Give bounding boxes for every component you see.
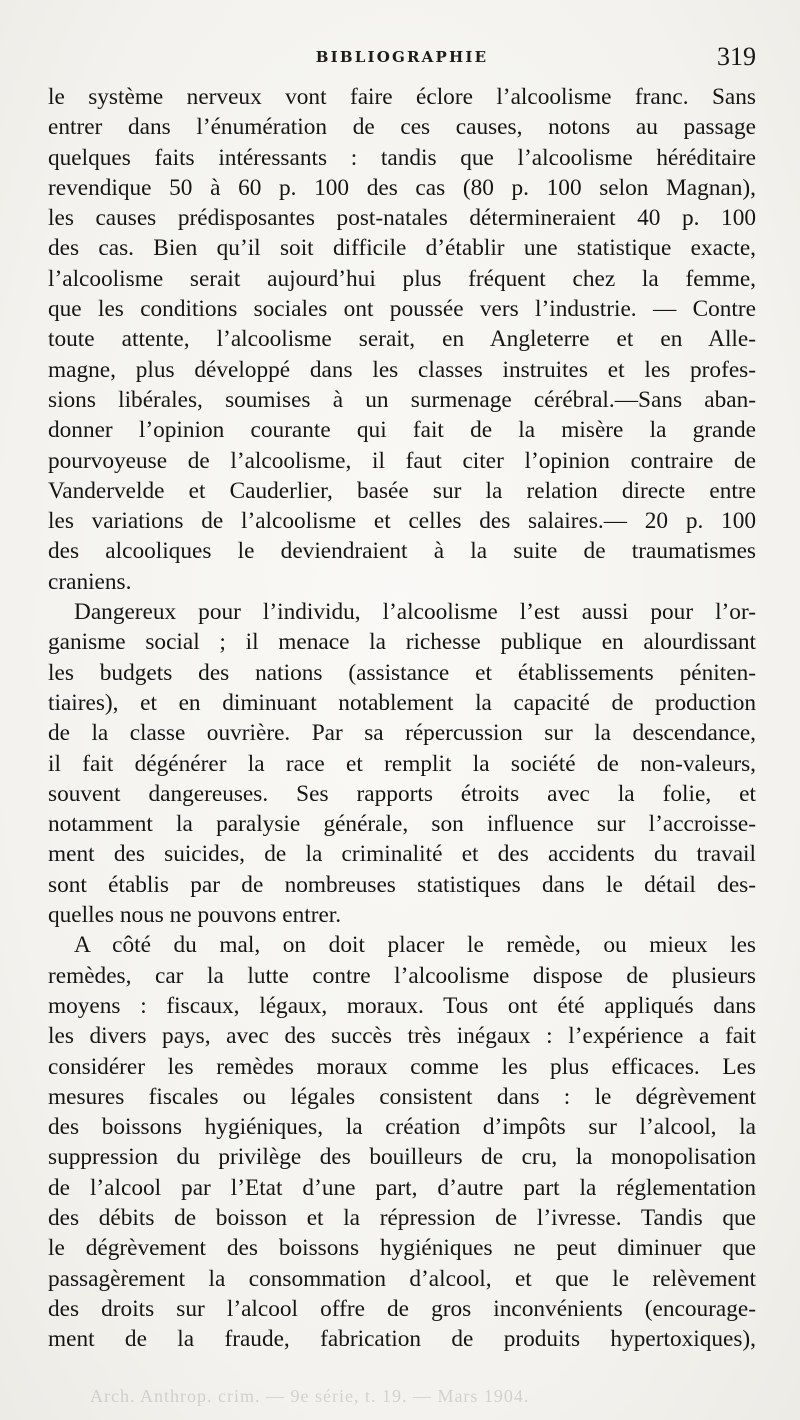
text-line: les budgets des nations (assistance et établissements péniten- [48,659,756,686]
text-line: remèdes, car la lutte contre l’alcoolisme dispose de plusieurs [48,962,756,989]
text-line: Vandervelde et Cauderlier, basée sur la relation directe entre [48,477,756,504]
text-line: le dégrèvement des boissons hygiéniques ne peut diminuer que [48,1235,756,1262]
body-text [48,82,756,1354]
text-line: moyens : fiscaux, légaux, moraux. Tous ont été appliqués dans [48,992,756,1019]
text-line: passagèrement la consommation d’alcool, et que le relèvement [48,1265,756,1292]
text-line: toute attente, l’alcoolisme serait, en Angleterre et en Alle- [48,326,756,353]
text-line: il fait dégénérer la race et remplit la société de non-valeurs, [48,750,756,777]
text-line: ment de la fraude, fabrication de produits hypertoxiques), [48,1326,756,1353]
text-line: ment des suicides, de la criminalité et des accidents du travail [48,841,756,868]
text-line: des droits sur l’alcool offre de gros inconvénients (encourage- [48,1295,756,1322]
text-line: des débits de boisson et la répression de l’ivresse. Tandis que [48,1204,756,1231]
text-line: sions libérales, soumises à un surmenage cérébral.—Sans aban- [48,386,756,413]
page-number: 319 [717,42,756,71]
text-line: ganisme social ; il menace la richesse publique en alourdissant [48,629,756,656]
text-line: le système nerveux vont faire éclore l’alcoolisme franc. Sans [48,84,756,110]
text-line: de la classe ouvrière. Par sa répercussion sur la descendance, [48,720,756,747]
text-line: sont établis par de nombreuses statistiques dans le détail des- [48,871,756,898]
text-line: craniens. [48,568,132,595]
text-line: l’alcoolisme serait aujourd’hui plus fréquent chez la femme, [48,265,756,292]
text-line: considérer les remèdes moraux comme les plus efficaces. Les [48,1053,756,1080]
text-line: des alcooliques le deviendraient à la suite de traumatismes [48,538,756,565]
text-line: quelques faits intéressants : tandis que l’alcoolisme héréditaire [48,144,756,171]
text-line: donner l’opinion courante qui fait de la misère la grande [48,417,756,444]
text-line: mesures fiscales ou légales consistent dans : le dégrèvement [48,1083,756,1110]
text-line: notamment la paralysie générale, son influence sur l’accroisse- [48,811,756,838]
text-line: entrer dans l’énumération de ces causes, notons au passage [48,114,756,141]
page-header [48,44,756,74]
text-line: pourvoyeuse de l’alcoolisme, il faut citer l’opinion contraire de [48,447,756,474]
text-line: que les conditions sociales ont poussée vers l’industrie. — Contre [48,296,756,323]
text-line: les causes prédisposantes post-natales détermineraient 40 p. 100 [48,205,756,232]
running-title: BIBLIOGRAPHIE [315,48,489,66]
text-line: des boissons hygiéniques, la création d’impôts sur l’alcool, la [48,1114,756,1141]
text-line: Dangereux pour l’individu, l’alcoolisme l’est aussi pour l’or- [74,599,756,626]
text-line: souvent dangereuses. Ses rapports étroits avec la folie, et [48,780,756,807]
text-line: revendique 50 à 60 p. 100 des cas (80 p. 100 selon Magnan), [48,174,756,201]
text-line: de l’alcool par l’Etat d’une part, d’autre part la réglementation [48,1174,756,1201]
text-line: quelles nous ne pouvons entrer. [48,902,342,929]
text-line: magne, plus développé dans les classes instruites et les profes- [48,356,756,383]
text-line: suppression du privilège des bouilleurs de cru, la monopolisation [48,1144,756,1171]
text-line: les divers pays, avec des succès très inégaux : l’expérience a fait [48,1023,756,1050]
text-line: les variations de l’alcoolisme et celles des salaires.— 20 p. 100 [48,508,756,535]
text-line: tiaires), et en diminuant notablement la capacité de production [48,689,756,716]
text-line: des cas. Bien qu’il soit difficile d’établir une statistique exacte, [48,235,756,262]
text-line: A côté du mal, on doit placer le remède, ou mieux les [74,932,756,959]
bleed-through-footer: Arch. Anthrop. crim. — 9e série, t. 19. — Mars 1904. [90,1386,530,1406]
